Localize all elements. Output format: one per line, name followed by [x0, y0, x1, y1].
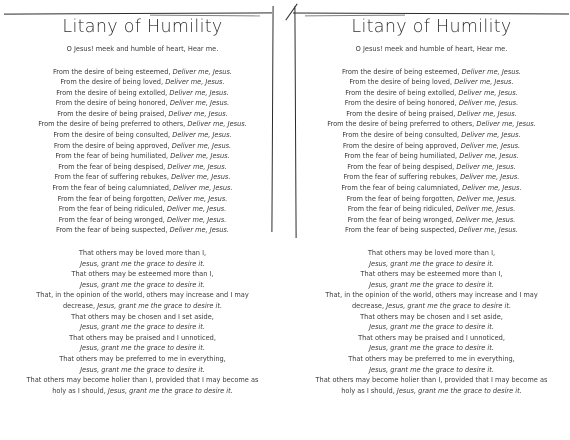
response: Deliver me, Jesus. — [460, 173, 520, 182]
petition-line: From the desire of being extolled, Deliver me, Jesus. — [56, 88, 229, 97]
wish-line: That others may be praised and I unnoticed, — [358, 333, 505, 342]
response: Deliver me, Jesus. — [169, 99, 230, 108]
petition-line: From the fear of suffering rebukes, Deliver me, Jesus. — [343, 173, 520, 182]
wish-line: holy as I should, Jesus, grant me the grace to desire it. — [341, 386, 522, 395]
response: Deliver me, Jesus. — [169, 226, 229, 235]
petition-line: From the fear of being despised, Deliver me, Jesus. — [347, 162, 516, 171]
response: Jesus, grant me the grace to desire it. — [97, 301, 223, 310]
petition-line: From the fear of being humiliated, Deliver me, Jesus. — [344, 152, 519, 161]
response: Deliver me, Jesus. — [461, 131, 521, 140]
wish-line: decrease, Jesus, grant me the grace to desire it. — [351, 301, 512, 310]
wish-line: That others may become holier than I, provided that I may become as — [26, 376, 259, 385]
response: Jesus, grant me the grace to desire it. — [369, 259, 494, 268]
wish-list — [0, 248, 285, 396]
petition-line: From the fear of being forgotten, Deliver me, Jesus. — [346, 194, 517, 203]
petition-line: From the fear of being suspected, Deliver me, Jesus. — [345, 226, 518, 235]
response: Jesus, grant me the grace to desire it. — [369, 344, 494, 353]
wish-line: That others may be loved more than I, — [367, 249, 496, 257]
response: Deliver me, Jesus. — [458, 88, 518, 97]
response: Jesus, grant me the grace to desire it. — [396, 386, 522, 395]
wish-line: decrease, Jesus, grant me the grace to desire it. — [62, 301, 223, 310]
response: Deliver me, Jesus. — [166, 205, 227, 214]
petition-list — [0, 67, 285, 237]
response: Deliver me, Jesus. — [462, 184, 522, 193]
petition-line: From the desire of being honored, Deliver me, Jesus. — [55, 99, 230, 108]
response: Deliver me, Jesus. — [455, 205, 516, 214]
response: Deliver me, Jesus. — [171, 173, 231, 182]
response: Deliver me, Jesus. — [458, 226, 518, 235]
wish-line: That others may be praised and I unnoticed, — [69, 333, 216, 342]
petition-line: From the fear of being wronged, Deliver me, Jesus. — [58, 215, 227, 224]
petition-line: From the desire of being preferred to others, Deliver me, Jesus. — [38, 120, 247, 129]
petition-line: From the desire of being esteemed, Deliver me, Jesus. — [52, 67, 232, 76]
petition-line: From the fear of being forgotten, Deliver me, Jesus. — [57, 194, 228, 203]
response: Jesus, grant me the grace to desire it. — [80, 323, 205, 332]
response: Jesus, grant me the grace to desire it. — [386, 301, 512, 310]
response: Deliver me, Jesus. — [166, 215, 227, 224]
wish-list — [293, 248, 570, 396]
response: Deliver me, Jesus. — [476, 120, 536, 129]
response: Jesus, grant me the grace to desire it. — [80, 280, 205, 289]
response: Deliver me, Jesus. — [458, 99, 519, 108]
petition-line: From the desire of being approved, Deliver me, Jesus. — [342, 141, 521, 150]
petition-line: From the desire of being extolled, Deliver me, Jesus. — [345, 88, 518, 97]
wish-line: holy as I should, Jesus, grant me the grace to desire it. — [52, 386, 233, 395]
response: Deliver me, Jesus. — [454, 78, 514, 87]
petition-line: From the fear of being suspected, Deliver me, Jesus. — [56, 226, 229, 235]
page-right — [285, 0, 570, 440]
response: Deliver me, Jesus. — [167, 162, 227, 171]
petition-line: From the fear of being calumniated, Deliver me, Jesus. — [52, 184, 233, 193]
response: Deliver me, Jesus. — [456, 162, 516, 171]
wish-line: That others may be esteemed more than I, — [71, 270, 214, 279]
petition-line: From the desire of being honored, Deliver me, Jesus. — [344, 99, 519, 108]
petition-line: From the desire of being loved, Deliver me, Jesus. — [60, 78, 225, 87]
petition-line: From the fear of being despised, Deliver me, Jesus. — [58, 162, 227, 171]
response: Deliver me, Jesus. — [172, 67, 232, 76]
response: Deliver me, Jesus. — [457, 109, 517, 118]
response: Deliver me, Jesus. — [170, 152, 230, 161]
petition-line: From the fear of being wronged, Deliver me, Jesus. — [347, 215, 516, 224]
petition-line: From the desire of being loved, Deliver me, Jesus. — [349, 78, 514, 87]
response: Deliver me, Jesus. — [169, 88, 229, 97]
page-title: Litany of Humility — [351, 17, 512, 37]
page-title: Litany of Humility — [62, 17, 223, 37]
wish-line: That others may be chosen and I set aside, — [71, 312, 214, 321]
response: Jesus, grant me the grace to desire it. — [369, 280, 494, 289]
page-content — [293, 16, 570, 396]
response: Deliver me, Jesus. — [459, 152, 519, 161]
petition-line: From the desire of being esteemed, Deliver me, Jesus. — [341, 67, 521, 76]
response: Deliver me, Jesus. — [456, 194, 517, 203]
petition-line: From the desire of being consulted, Deliver me, Jesus. — [342, 131, 521, 140]
wish-line: That others may be esteemed more than I, — [360, 270, 503, 279]
wish-line: That others may be preferred to me in everything, — [59, 354, 226, 363]
page-content — [0, 16, 285, 396]
petition-line: From the desire of being praised, Deliver me, Jesus. — [57, 109, 228, 118]
response: Jesus, grant me the grace to desire it. — [80, 259, 205, 268]
petition-line: From the desire of being approved, Deliver me, Jesus. — [53, 141, 232, 150]
petition-list — [293, 67, 570, 237]
petition-line: From the fear of suffering rebukes, Deliver me, Jesus. — [54, 173, 231, 182]
wish-line: That others may be preferred to me in everything, — [348, 354, 515, 363]
response: Jesus, grant me the grace to desire it. — [369, 365, 494, 374]
response: Deliver me, Jesus. — [461, 67, 521, 76]
response: Deliver me, Jesus. — [460, 141, 521, 150]
wish-line: That others may be chosen and I set aside, — [360, 312, 503, 321]
petition-line: From the fear of being humiliated, Deliver me, Jesus. — [55, 152, 230, 161]
response: Jesus, grant me the grace to desire it. — [80, 344, 205, 353]
petition-line: From the desire of being preferred to others, Deliver me, Jesus. — [327, 120, 536, 129]
response: Jesus, grant me the grace to desire it. — [80, 365, 205, 374]
response: Deliver me, Jesus. — [172, 131, 232, 140]
invocation: O Jesus! meek and humble of heart, Hear me. — [355, 45, 508, 53]
response: Jesus, grant me the grace to desire it. — [107, 386, 233, 395]
petition-line: From the fear of being ridiculed, Deliver me, Jesus. — [347, 205, 516, 214]
response: Deliver me, Jesus. — [167, 194, 228, 203]
wish-line: That others may become holier than I, provided that I may become as — [315, 376, 548, 385]
wish-line: That others may be loved more than I, — [78, 249, 207, 257]
response: Deliver me, Jesus. — [171, 141, 232, 150]
petition-line: From the fear of being ridiculed, Deliver me, Jesus. — [58, 205, 227, 214]
response: Deliver me, Jesus. — [173, 184, 233, 193]
petition-line: From the fear of being calumniated, Deliver me, Jesus. — [341, 184, 522, 193]
petition-line: From the desire of being praised, Deliver me, Jesus. — [346, 109, 517, 118]
response: Deliver me, Jesus. — [165, 78, 225, 87]
wish-line: That, in the opinion of the world, others may increase and I may — [325, 291, 538, 300]
response: Deliver me, Jesus. — [168, 109, 228, 118]
response: Deliver me, Jesus. — [455, 215, 516, 224]
invocation: O Jesus! meek and humble of heart, Hear me. — [66, 45, 219, 53]
petition-line: From the desire of being consulted, Deliver me, Jesus. — [53, 131, 232, 140]
response: Jesus, grant me the grace to desire it. — [369, 323, 494, 332]
response: Deliver me, Jesus. — [187, 120, 247, 129]
wish-line: That, in the opinion of the world, others may increase and I may — [36, 291, 249, 300]
